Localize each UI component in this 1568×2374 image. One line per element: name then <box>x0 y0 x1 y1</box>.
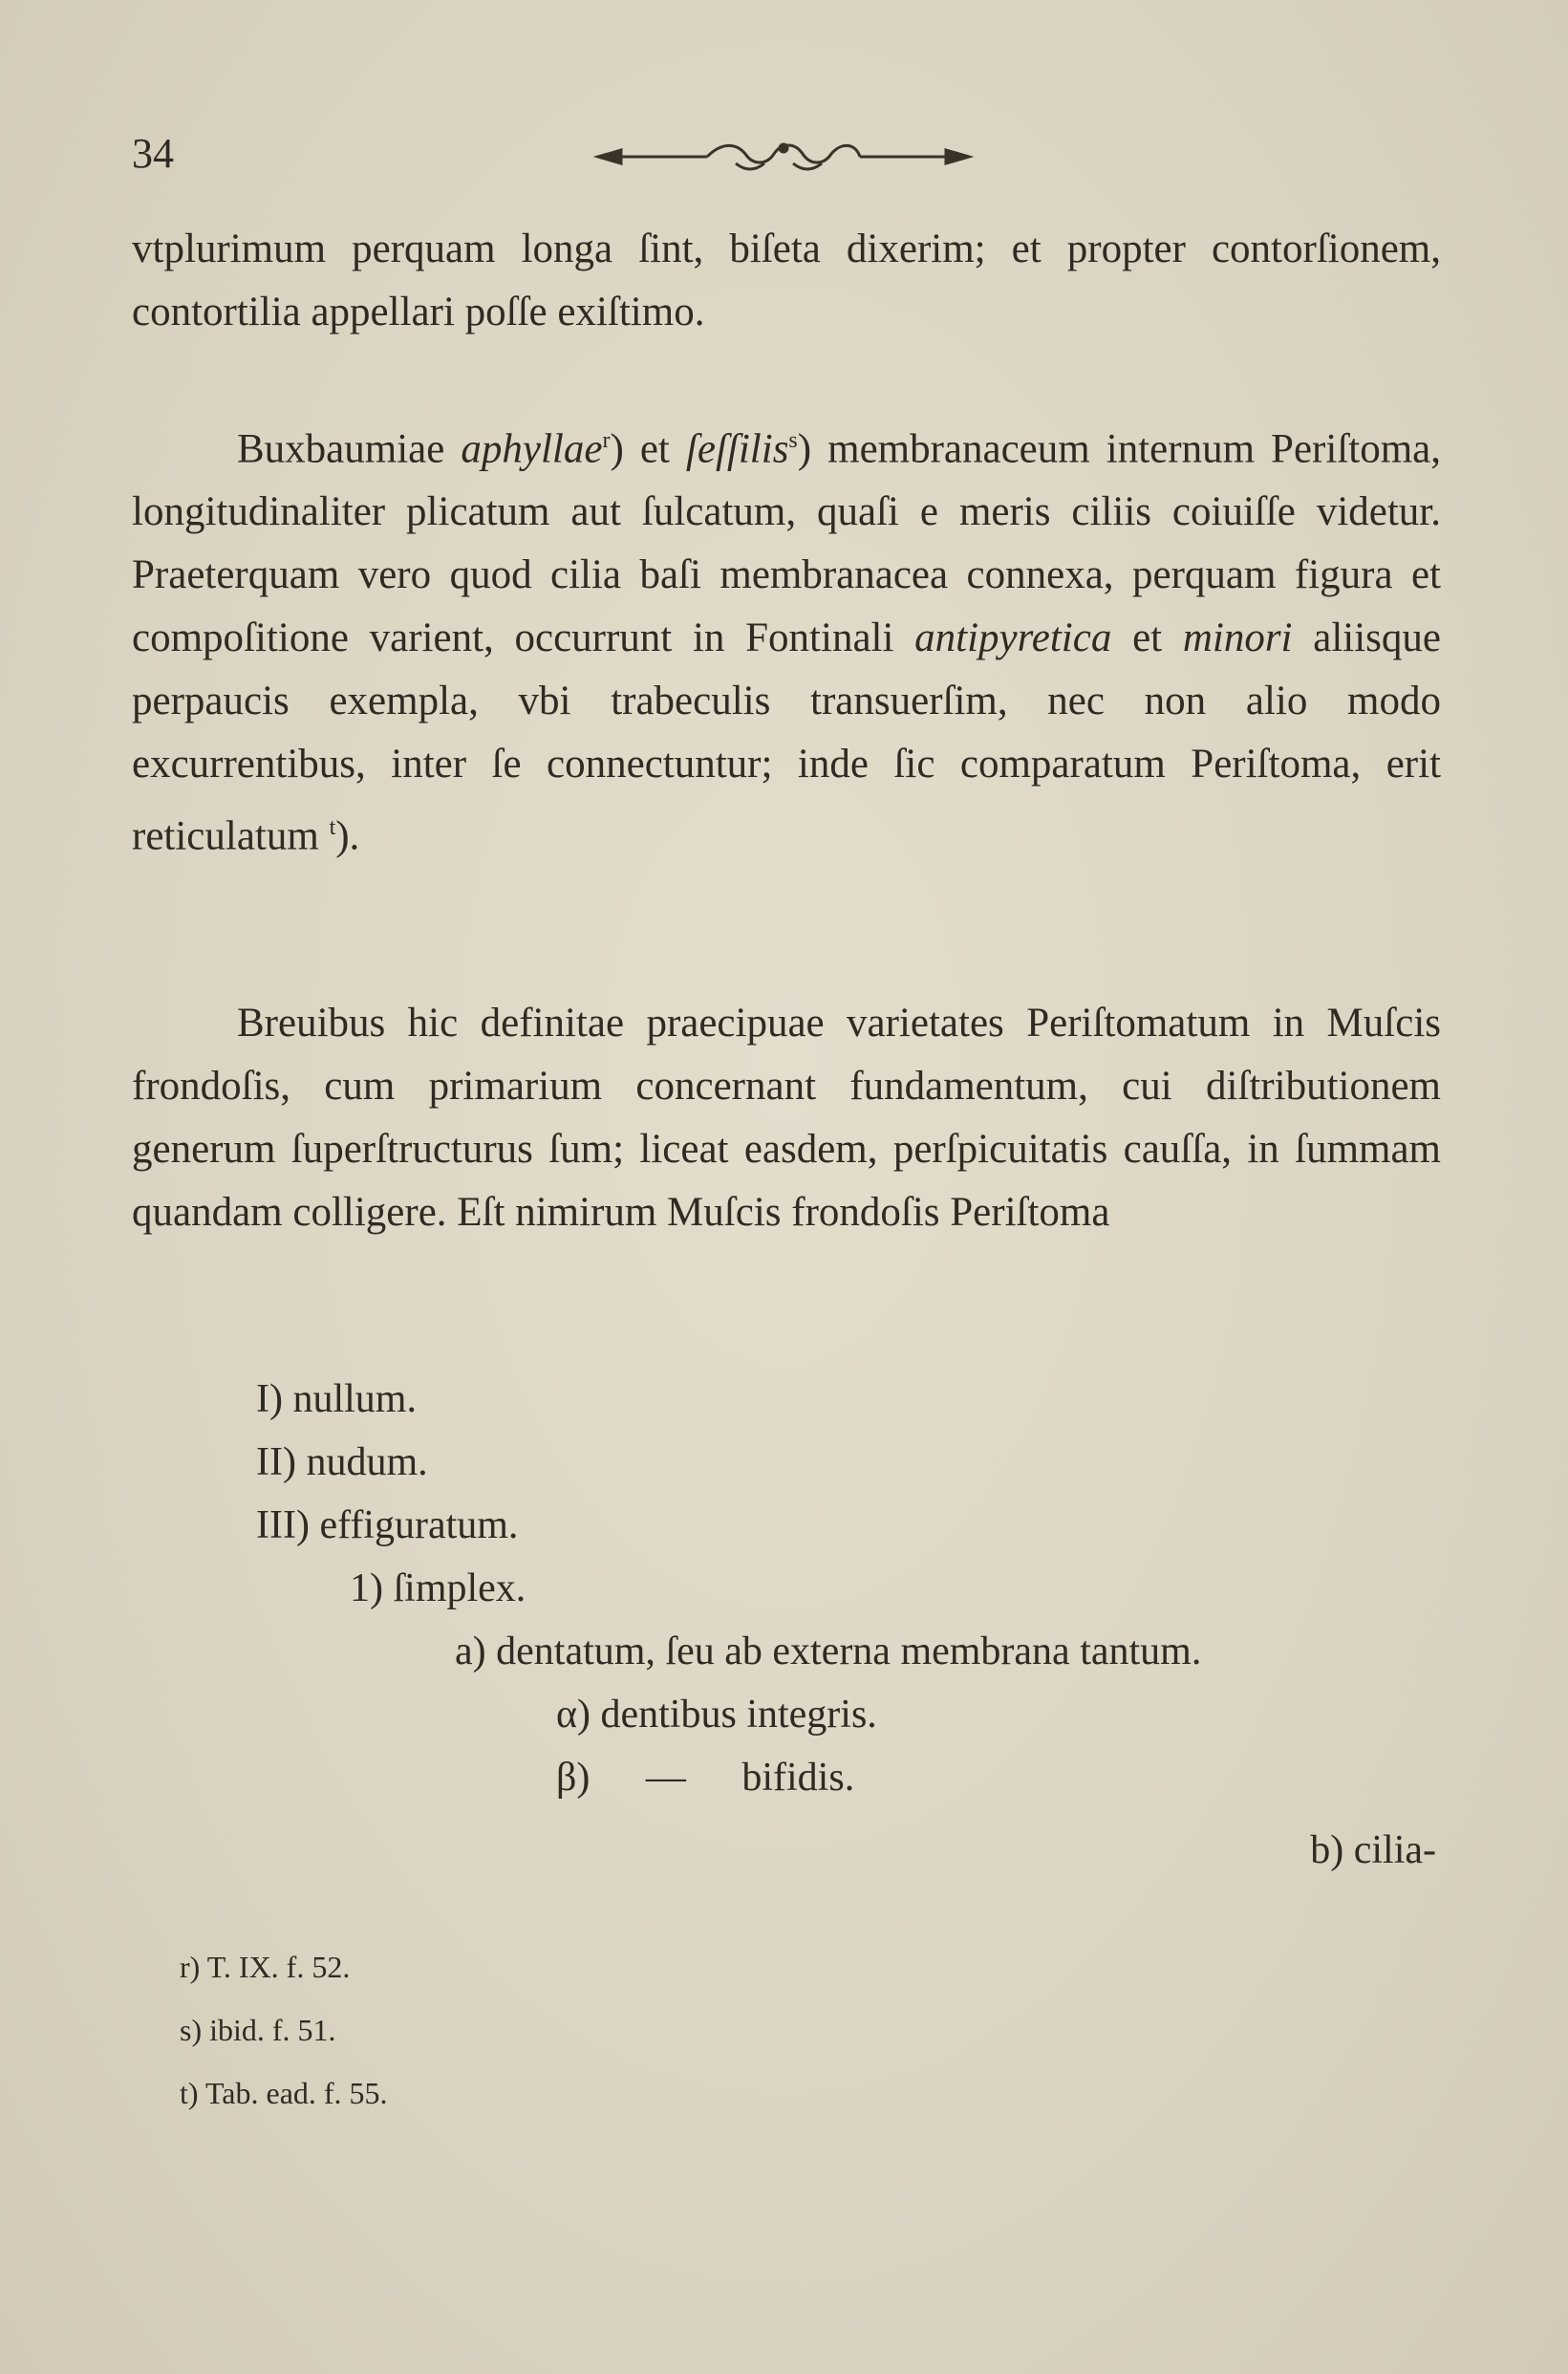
text-run: ) membranaceum internum Periſtoma, longitudinaliter plicatum aut ſulcatum, quaſi e meris ciliis coiuiſſe videtur. Praeterquam vero quod cilia baſi membranacea connexa, perquam figura et compoſitione varient, occurrunt in Fontinali <box>132 426 1441 661</box>
paragraph-buxbaumia <box>132 409 1441 869</box>
species-minori: minori <box>1182 615 1293 661</box>
text-run: Buxbaumiae <box>237 426 462 472</box>
text-run: aliisque perpaucis exempla, vbi trabeculis transuerſim, nec non alio modo excurrentibus, inter ſe connectuntur; inde ſic comparatum Periſtoma, erit reticulatum <box>132 615 1441 859</box>
outline-item: I) nullum. <box>256 1377 417 1421</box>
species-antipyretica: antipyretica <box>914 615 1112 661</box>
outline-item: a) dentatum, ſeu ab externa membrana tantum. <box>455 1629 1202 1673</box>
outline-item: II) nudum. <box>256 1440 428 1484</box>
footnotes <box>180 1935 388 2125</box>
footnote-t: t) Tab. ead. f. 55. <box>180 2076 388 2110</box>
ornament-icon <box>592 140 975 173</box>
species-aphyllae: aphyllae <box>461 426 603 472</box>
outline-item: 1) ſimplex. <box>350 1566 526 1610</box>
paragraph-text: vtplurimum perquam longa ſint, biſeta dixerim; et propter contorſionem, contortilia appellari poſſe exiſtimo. <box>132 227 1441 335</box>
footnote-ref-t[interactable]: t <box>329 815 336 841</box>
paragraph-text: Breuibus hic definitae praecipuae varietates Periſtomatum in Muſcis frondoſis, cum primarium concernant fundamentum, cui diſtributionem generum ſuperſtructurus ſum; liceat easdem, perſpicuitatis cauſſa, in ſummam quandam colligere. Eſt nimirum Muſcis frondoſis Periſtoma <box>132 1001 1441 1235</box>
paragraph-summary <box>132 992 1441 1244</box>
catchword: b) cilia- <box>1310 1828 1436 1872</box>
text-run: et <box>1111 615 1183 661</box>
paragraph-continuation <box>132 218 1441 344</box>
outline-item: β) — bifidis. <box>556 1756 855 1800</box>
outline-item: α) dentibus integris. <box>556 1693 877 1737</box>
footnote-r: r) T. IX. f. 52. <box>180 1950 351 1984</box>
text-run: ). <box>335 813 360 859</box>
page-header <box>132 129 1441 186</box>
text-run: ) et <box>610 426 686 472</box>
page-number: 34 <box>132 130 174 177</box>
footnote-s: s) ibid. f. 51. <box>180 2013 336 2047</box>
footnote-ref-r[interactable]: r <box>602 428 611 453</box>
species-sessilis: ſeſſilis <box>685 426 789 472</box>
outline-item: III) effiguratum. <box>256 1503 519 1547</box>
footnote-ref-s[interactable]: s <box>788 428 798 453</box>
